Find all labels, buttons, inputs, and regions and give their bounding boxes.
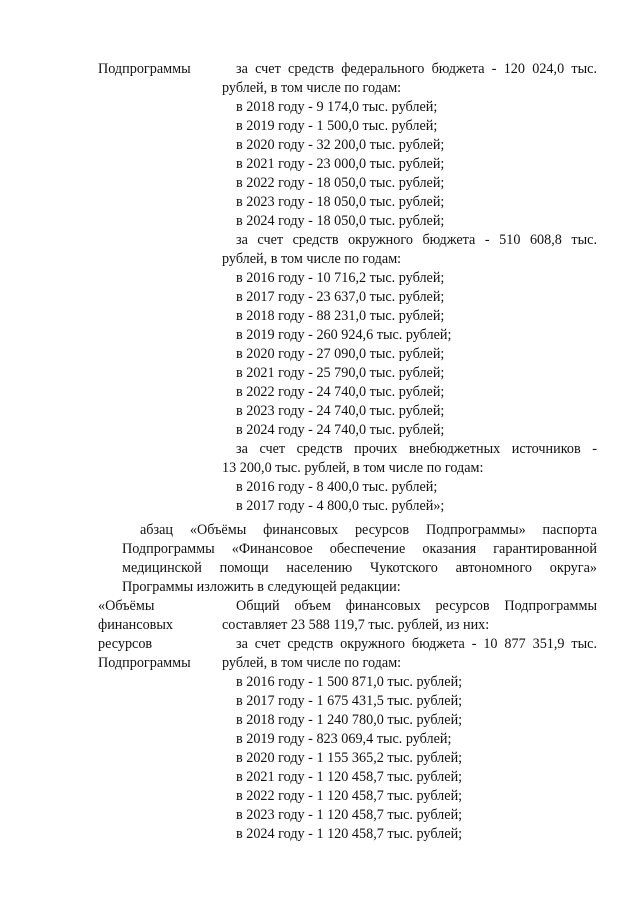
district-year-line: в 2020 году - 27 090,0 тыс. рублей; (236, 346, 445, 362)
federal-intro-line-2: рублей, в том числе по годам: (222, 80, 402, 96)
other-intro-row-2 (0, 459, 640, 478)
s2-district-year-line: в 2016 году - 1 500 871,0 тыс. рублей; (236, 674, 463, 690)
paragraph-line-1: абзац «Объёмы финансовых ресурсов Подпрограммы» паспорта (140, 522, 597, 538)
federal-year-line: в 2021 году - 23 000,0 тыс. рублей; (236, 156, 445, 172)
s2-district-year-line: в 2017 году - 1 675 431,5 тыс. рублей; (236, 693, 463, 709)
other-year-line: в 2016 году - 8 400,0 тыс. рублей; (236, 479, 438, 495)
volume-label-line: «Объёмы (98, 598, 155, 614)
federal-year-line: в 2019 году - 1 500,0 тыс. рублей; (236, 118, 438, 134)
s2-district-year-line: в 2022 году - 1 120 458,7 тыс. рублей; (236, 788, 463, 804)
section2-row-3 (0, 635, 640, 654)
federal-year-line: в 2020 году - 32 200,0 тыс. рублей; (236, 137, 445, 153)
federal-year-line: в 2023 году - 18 050,0 тыс. рублей; (236, 194, 445, 210)
volume-label-line: ресурсов (98, 636, 153, 652)
s2-district-year-line: в 2018 году - 1 240 780,0 тыс. рублей; (236, 712, 463, 728)
s2-district-year-line: в 2024 году - 1 120 458,7 тыс. рублей; (236, 826, 463, 842)
other-intro-row (0, 440, 640, 459)
volume-label-line: Подпрограммы (98, 655, 191, 671)
section1-row-2 (0, 79, 640, 98)
s2-district-intro-line-2: рублей, в том числе по годам: (222, 655, 402, 671)
total-line-2: составляет 23 588 119,7 тыс. рублей, из них: (222, 617, 490, 633)
section1-row-1 (0, 60, 640, 79)
s2-district-year-line: в 2019 году - 823 069,4 тыс. рублей; (236, 731, 452, 747)
total-line-1: Общий объем финансовых ресурсов Подпрограммы (236, 598, 597, 614)
s2-district-intro-line-1: за счет средств окружного бюджета - 10 877 351,9 тыс. (236, 636, 597, 652)
district-intro-line-2: рублей, в том числе по годам: (222, 251, 402, 267)
paragraph-line-3: медицинской помощи населению Чукотского автономного округа» (122, 560, 597, 576)
district-year-line: в 2016 году - 10 716,2 тыс. рублей; (236, 270, 445, 286)
district-year-line: в 2022 году - 24 740,0 тыс. рублей; (236, 384, 445, 400)
district-year-line: в 2019 году - 260 924,6 тыс. рублей; (236, 327, 452, 343)
s2-district-year-line: в 2020 году - 1 155 365,2 тыс. рублей; (236, 750, 463, 766)
district-intro-row (0, 231, 640, 250)
section2-row-4 (0, 654, 640, 673)
federal-year-line: в 2024 году - 18 050,0 тыс. рублей; (236, 213, 445, 229)
district-year-line: в 2024 году - 24 740,0 тыс. рублей; (236, 422, 445, 438)
federal-year-line: в 2022 году - 18 050,0 тыс. рублей; (236, 175, 445, 191)
subprogram-label: Подпрограммы (98, 61, 191, 77)
district-year-line: в 2023 году - 24 740,0 тыс. рублей; (236, 403, 445, 419)
district-year-line: в 2018 году - 88 231,0 тыс. рублей; (236, 308, 445, 324)
district-year-line: в 2017 году - 23 637,0 тыс. рублей; (236, 289, 445, 305)
paragraph-line-4: Программы изложить в следующей редакции: (122, 579, 401, 595)
district-intro-row-2 (0, 250, 640, 269)
volume-label-line: финансовых (98, 617, 173, 633)
other-intro-line-2: 13 200,0 тыс. рублей, в том числе по годам: (222, 460, 484, 476)
section2-row-1 (0, 597, 640, 616)
s2-district-year-line: в 2023 году - 1 120 458,7 тыс. рублей; (236, 807, 463, 823)
federal-year-line: в 2018 году - 9 174,0 тыс. рублей; (236, 99, 438, 115)
district-intro-line-1: за счет средств окружного бюджета - 510 608,8 тыс. (236, 232, 597, 248)
other-intro-line-1: за счет средств прочих внебюджетных источников - (236, 441, 597, 457)
s2-district-year-line: в 2021 году - 1 120 458,7 тыс. рублей; (236, 769, 463, 785)
district-year-line: в 2021 году - 25 790,0 тыс. рублей; (236, 365, 445, 381)
section2-row-2 (0, 616, 640, 635)
paragraph-line-2: Подпрограммы «Финансовое обеспечение оказания гарантированной (122, 541, 597, 557)
other-year-line: в 2017 году - 4 800,0 тыс. рублей»; (236, 498, 445, 514)
federal-intro-line-1: за счет средств федерального бюджета - 120 024,0 тыс. (236, 61, 597, 77)
